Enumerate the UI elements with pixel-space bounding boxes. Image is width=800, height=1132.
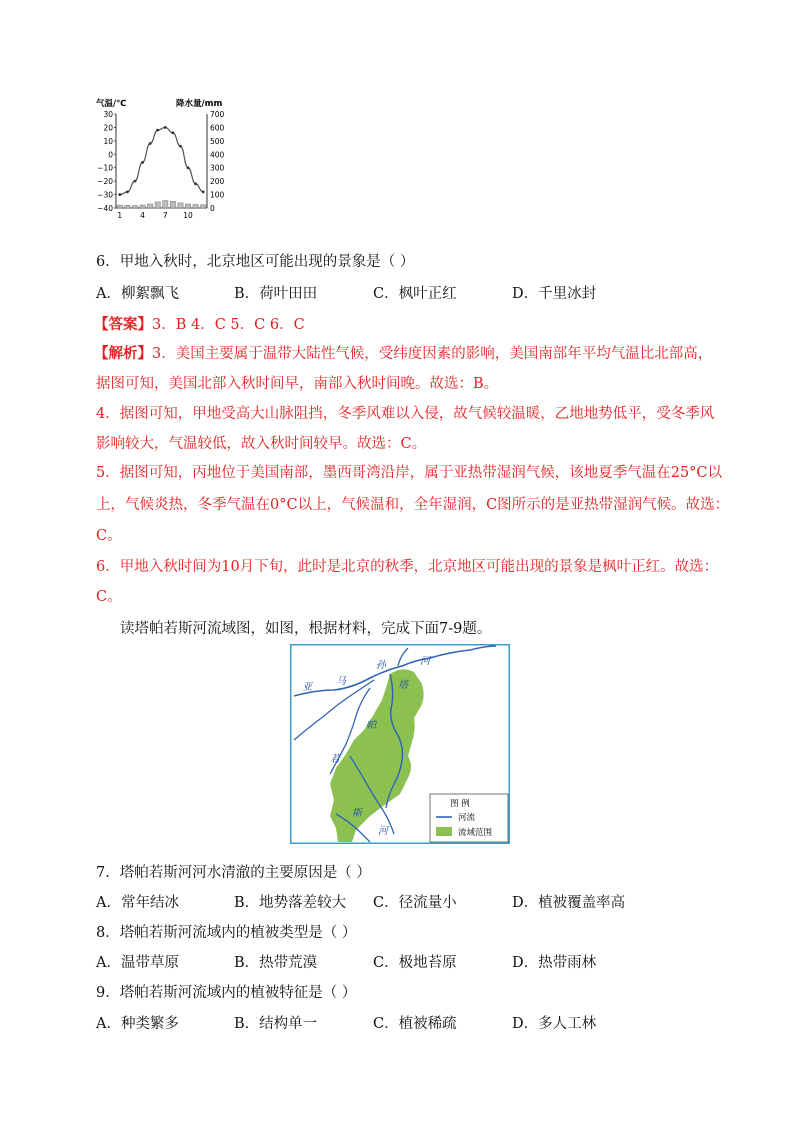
label-tapajos-3: 若 [330, 754, 340, 765]
label-amazon-1: 亚 [302, 682, 312, 693]
analysis-label: 【解析】 [94, 345, 152, 362]
answer-line [94, 315, 305, 335]
precip-tick-label: 400 [210, 150, 224, 160]
answer-label: 【答案】 [94, 316, 152, 333]
month-tick-label: 1 [117, 211, 123, 220]
tapajos-basin-map [290, 644, 510, 844]
q7-option-a[interactable]: A．常年结冰 [96, 895, 179, 911]
temp-tick-label: 10 [103, 136, 113, 146]
precipitation-bar [163, 201, 168, 208]
temp-tick-label: −10 [97, 163, 113, 173]
climate-chart [94, 96, 224, 224]
temperature-point [134, 180, 137, 183]
precipitation-bar [140, 205, 145, 208]
q6-option-b[interactable]: B．荷叶田田 [234, 286, 318, 302]
precipitation-bar [178, 203, 183, 208]
analysis-line-5: 5．据图可知，丙地位于美国南部，墨西哥湾沿岸，属于亚热带湿润气候，该地夏季气温在25°C以 [96, 465, 723, 481]
temp-axis-title: 气温/℃ [96, 99, 127, 109]
q6-option-c[interactable]: C．枫叶正红 [373, 286, 457, 302]
analysis-line-3: 4．据图可知，甲地受高大山脉阻挡，冬季风难以入侵，故气候较温暖，乙地地势低平，受冬季风 [96, 406, 715, 422]
q9-option-c[interactable]: C．植被稀疏 [373, 1016, 457, 1032]
temperature-point [149, 142, 152, 145]
legend-basin-label: 流域范围 [458, 828, 493, 838]
answer-text: 3．B 4．C 5．C 6．C [152, 317, 305, 333]
analysis-text-1: 3．美国主要属于温带大陆性气候，受纬度因素的影响，美国南部年平均气温比北部高， [152, 346, 713, 362]
temperature-point [194, 182, 197, 185]
month-tick-label: 7 [162, 211, 168, 220]
temp-tick-label: 30 [103, 110, 113, 119]
analysis-line-1 [94, 344, 712, 364]
legend-title: 图 例 [450, 799, 470, 809]
section-intro: 读塔帕若斯河流域图，如图，根据材料，完成下面7-9题。 [120, 621, 492, 637]
q8-option-c[interactable]: C．极地苔原 [373, 955, 457, 971]
q6-option-d[interactable]: D．千里冰封 [512, 286, 597, 302]
analysis-line-2: 据图可知，美国北部入秋时间早，南部入秋时间晚。故选：B。 [96, 376, 499, 392]
temperature-point [164, 126, 167, 129]
q8-option-d[interactable]: D．热带雨林 [512, 955, 597, 971]
q8-option-b[interactable]: B．热带荒漠 [234, 955, 318, 971]
temperature-curve [120, 127, 203, 194]
precipitation-bar [125, 205, 130, 208]
month-tick-label: 4 [140, 211, 145, 220]
q9-option-d[interactable]: D．多人工林 [512, 1016, 597, 1032]
precip-tick-label: 300 [210, 163, 224, 173]
legend-river-label: 河流 [458, 813, 476, 823]
temp-tick-label: −30 [97, 190, 113, 200]
temperature-point [171, 131, 174, 134]
temperature-point [118, 193, 121, 196]
temp-tick-label: −40 [97, 204, 113, 213]
temp-tick-label: −20 [97, 177, 113, 187]
map-legend [430, 794, 508, 842]
label-amazon-2: 马 [336, 676, 346, 687]
precip-tick-label: 700 [210, 110, 224, 119]
question-8-stem: 8．塔帕若斯河流域内的植被类型是（ ） [96, 925, 357, 941]
temperature-point [141, 161, 144, 164]
temperature-point [126, 190, 129, 193]
temperature-point [187, 166, 190, 169]
q9-option-a[interactable]: A．种类繁多 [96, 1016, 179, 1032]
temperature-point [156, 129, 159, 132]
label-amazon-4: 河 [420, 656, 430, 667]
q7-option-b[interactable]: B．地势落差较大 [234, 895, 347, 911]
precip-axis-title: 降水量/mm [176, 99, 223, 109]
precipitation-bar [193, 205, 198, 208]
question-6-stem: 6．甲地入秋时，北京地区可能出现的景象是（ ） [96, 254, 415, 270]
q8-option-a[interactable]: A．温带草原 [96, 955, 179, 971]
q9-option-b[interactable]: B．结构单一 [234, 1016, 318, 1032]
q7-option-d[interactable]: D．植被覆盖率高 [512, 895, 626, 911]
precipitation-bar [185, 204, 190, 208]
analysis-line-6: 上，气候炎热，冬季气温在0°C以上，气候温和，全年湿润，C图所示的是亚热带湿润气候。故选： [96, 497, 730, 513]
label-tapajos-2: 帕 [366, 720, 376, 731]
temp-tick-label: 20 [103, 123, 113, 133]
label-tapajos-1: 塔 [398, 680, 408, 691]
precipitation-bar [117, 205, 122, 208]
precip-tick-label: 0 [210, 204, 215, 213]
precipitation-bar [155, 202, 160, 208]
question-9-stem: 9．塔帕若斯河流域内的植被特征是（ ） [96, 985, 357, 1001]
label-tapajos-4: 斯 [352, 808, 362, 819]
analysis-line-8: 6．甲地入秋时间为10月下旬，此时是北京的秋季，北京地区可能出现的景象是枫叶正红。故选： [96, 559, 719, 575]
q7-option-c[interactable]: C．径流量小 [373, 895, 457, 911]
temperature-point [202, 190, 205, 193]
label-amazon-3: 孙 [376, 660, 386, 671]
temperature-point [179, 145, 182, 148]
month-tick-label: 10 [183, 211, 193, 220]
legend-basin-symbol [436, 827, 452, 836]
precipitation-bar [147, 204, 152, 208]
temp-tick-label: 0 [108, 150, 113, 160]
q6-option-a[interactable]: A．柳絮飘飞 [96, 286, 179, 302]
precip-tick-label: 500 [210, 136, 224, 146]
precipitation-bar [201, 205, 206, 208]
analysis-line-4: 影响较大，气温较低，故入秋时间较早。故选：C。 [96, 436, 427, 452]
precipitation-bar [132, 206, 137, 208]
analysis-line-9: C。 [96, 589, 122, 605]
precip-tick-label: 100 [210, 190, 224, 200]
precip-tick-label: 600 [210, 123, 224, 133]
label-tapajos-5: 河 [378, 826, 388, 837]
precipitation-bar [170, 201, 175, 208]
precip-tick-label: 200 [210, 177, 224, 187]
question-7-stem: 7．塔帕若斯河河水清澈的主要原因是（ ） [96, 865, 371, 881]
analysis-line-7: C。 [96, 528, 122, 544]
